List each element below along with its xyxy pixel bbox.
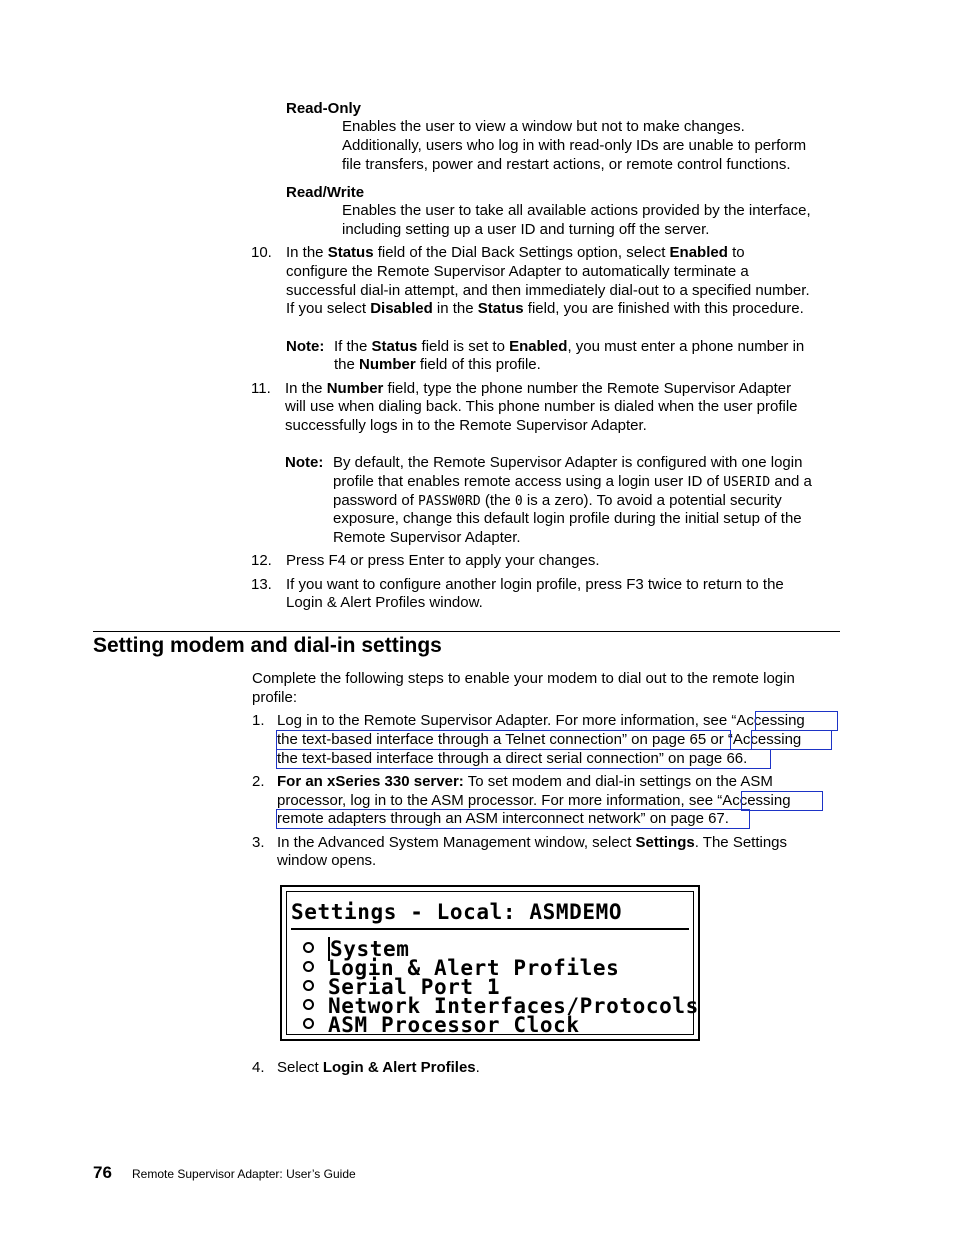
step-3-line-1: In the Advanced System Management window, select Settings. The Settings [277, 834, 788, 851]
step-11-number: 11. [251, 380, 271, 397]
bullet-icon [303, 1018, 314, 1029]
step-11-note-line-1: By default, the Remote Supervisor Adapter is configured with one login [333, 454, 803, 471]
step-11-note-label: Note: [285, 454, 324, 471]
link-box-telnet-2 [276, 730, 731, 750]
step-10-note-line-2: the Number field of this profile. [334, 356, 541, 373]
step-3-line-2: window opens. [277, 852, 377, 869]
step-10-line-4: If you select Disabled in the Status field, you are finished with this procedure. [286, 300, 804, 317]
bullet-icon [303, 942, 314, 953]
step-2-number: 2. [252, 773, 265, 790]
bullet-icon [303, 980, 314, 991]
link-box-telnet-1 [755, 711, 838, 731]
password-code: PASSW0RD [418, 494, 481, 509]
link-asm-part-2[interactable]: remote adapters through an ASM interconnect network” on page 67 [277, 810, 725, 827]
step-1-line-2: the text-based interface through a Telnet connection” on page 65 or “Accessing [277, 731, 802, 748]
section-intro-2: profile: [252, 689, 298, 706]
section-rule [93, 631, 840, 632]
step-10-line-1: In the Status field of the Dial Back Settings option, select Enabled to [286, 244, 745, 261]
term-read-write: Read/Write [286, 184, 365, 201]
link-box-asm-2 [276, 809, 750, 829]
step-11-note-line-2: profile that enables remote access using a login user ID of USERID and a [333, 473, 812, 490]
step-11-note-line-3: password of PASSW0RD (the 0 is a zero). To avoid a potential security [333, 492, 782, 509]
link-asm-part-1[interactable]: “Accessing [717, 792, 791, 809]
term-read-only: Read-Only [286, 100, 362, 117]
link-telnet-part-1[interactable]: “Accessing [731, 712, 805, 729]
terminal-item-system[interactable]: System [303, 939, 409, 959]
link-serial-part-1[interactable]: “Accessing [727, 731, 802, 748]
section-intro-1: Complete the following steps to enable your modem to dial out to the remote login [252, 670, 795, 687]
read-only-desc-3: file transfers, power and restart actions, or remote control functions. [342, 156, 791, 173]
step-4-number: 4. [252, 1059, 265, 1076]
step-1-line-3: the text-based interface through a direct serial connection” on page 66. [277, 750, 748, 767]
terminal-item-network[interactable]: Network Interfaces/Protocols [303, 996, 699, 1016]
step-2-line-2: processor, log in to the ASM processor. For more information, see “Accessing [277, 792, 791, 809]
step-1-line-1: Log in to the Remote Supervisor Adapter. For more information, see “Accessing [277, 712, 805, 729]
terminal-title-rule [291, 928, 689, 930]
link-serial-part-2[interactable]: the text-based interface through a direct serial connection” on page 66 [277, 750, 744, 767]
step-10-number: 10. [251, 244, 272, 261]
step-11-line-3: successfully logs in to the Remote Supervisor Adapter. [285, 417, 647, 434]
step-4-text: Select Login & Alert Profiles. [277, 1059, 480, 1076]
step-13-line-1: If you want to configure another login profile, press F3 twice to return to the [286, 576, 784, 593]
step-12-text: Press F4 or press Enter to apply your changes. [286, 552, 600, 569]
step-12-number: 12. [251, 552, 272, 569]
step-10-note-label: Note: [286, 338, 325, 355]
step-2-line-1: For an xSeries 330 server: To set modem and dial-in settings on the ASM [277, 773, 773, 790]
step-10-note-line-1: If the Status field is set to Enabled, you must enter a phone number in [334, 338, 805, 355]
settings-terminal-window [280, 885, 700, 1041]
link-box-serial-2 [276, 749, 771, 769]
step-13-number: 13. [251, 576, 272, 593]
step-11-note-line-5: Remote Supervisor Adapter. [333, 529, 521, 546]
link-box-asm-1 [741, 791, 823, 811]
footer-title: Remote Supervisor Adapter: User’s Guide [132, 1167, 356, 1181]
terminal-item-asm-clock[interactable]: ASM Processor Clock [303, 1015, 580, 1035]
bullet-icon [303, 999, 314, 1010]
link-telnet-part-2[interactable]: the text-based interface through a Telnet connection” on page 65 [277, 731, 707, 748]
terminal-item-login-alert[interactable]: Login & Alert Profiles [303, 958, 619, 978]
step-11-note-line-4: exposure, change this default login profile during the initial setup of the [333, 510, 802, 527]
zero-code: 0 [514, 494, 523, 509]
read-write-desc-2: including setting up a user ID and turning off the server. [342, 221, 710, 238]
read-only-desc-2: Additionally, users who log in with read-only IDs are unable to perform [342, 137, 807, 154]
bullet-icon [303, 961, 314, 972]
step-1-number: 1. [252, 712, 265, 729]
read-write-desc-1: Enables the user to take all available actions provided by the interface, [342, 202, 811, 219]
userid-code: USERID [723, 475, 771, 490]
page-number: 76 [93, 1163, 112, 1182]
step-13-line-2: Login & Alert Profiles window. [286, 594, 483, 611]
step-11-line-2: will use when dialing back. This phone number is dialed when the user profile [285, 398, 798, 415]
step-3-number: 3. [252, 834, 265, 851]
read-only-desc-1: Enables the user to view a window but not to make changes. [342, 118, 745, 135]
step-10-line-3: successful dial-in attempt, and then immediately dial-out to a specified number. [286, 282, 810, 299]
link-box-serial-1 [751, 730, 832, 750]
section-heading: Setting modem and dial-in settings [93, 634, 442, 657]
step-11-line-1: In the Number field, type the phone number the Remote Supervisor Adapter [285, 380, 792, 397]
terminal-title: Settings - Local: ASMDEMO [291, 900, 623, 924]
terminal-item-serial-port[interactable]: Serial Port 1 [303, 977, 500, 997]
step-2-line-3: remote adapters through an ASM interconnect network” on page 67. [277, 810, 729, 827]
step-10-line-2: configure the Remote Supervisor Adapter to automatically terminate a [286, 263, 749, 280]
terminal-frame [286, 891, 699, 1037]
